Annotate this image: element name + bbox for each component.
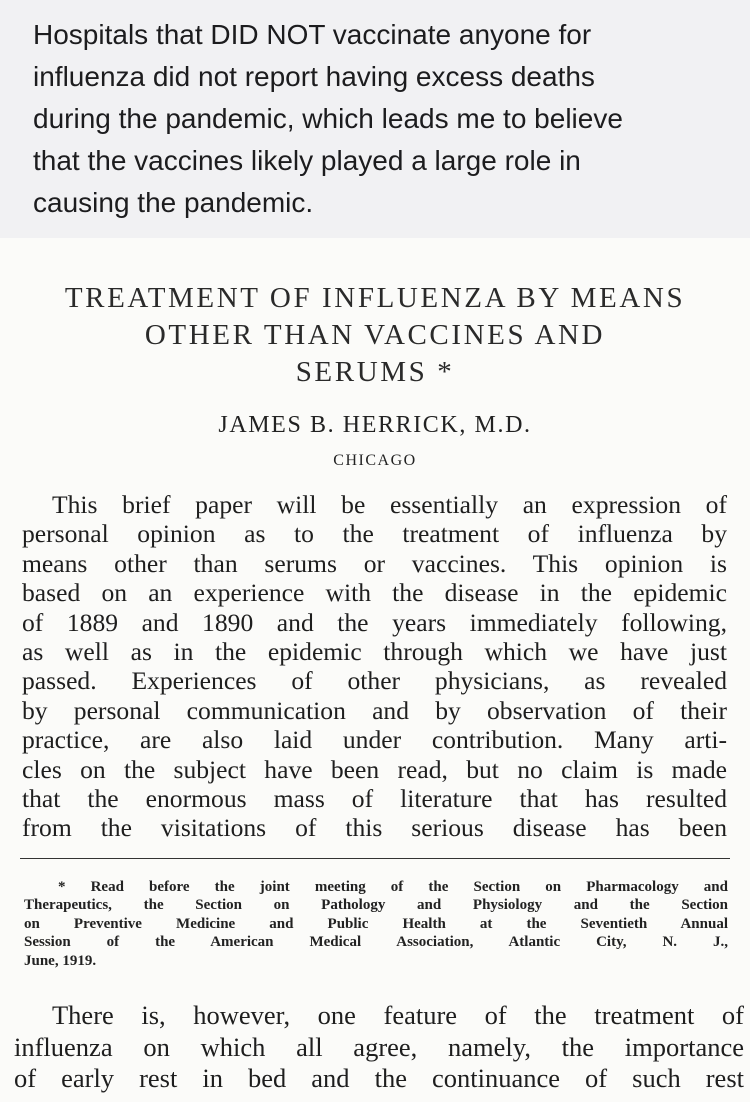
body-line: cles on the subject have been read, but no claim is made: [22, 754, 727, 784]
footnote: [24, 878, 728, 970]
article-body-continued: [14, 1000, 744, 1095]
scanned-article-image: [0, 238, 750, 1102]
footnote-divider: [20, 858, 730, 859]
body-line: that the enormous mass of literature that has resulted: [22, 783, 727, 813]
post-line: causing the pandemic.: [33, 187, 314, 218]
article-title: [0, 280, 750, 391]
body-line: influenza on which all agree, namely, the importance: [14, 1031, 744, 1062]
body-line: means other than serums or vaccines. This opinion is: [22, 548, 727, 578]
article-body: [22, 490, 727, 843]
title-line: SERUMS *: [295, 356, 455, 388]
post-line: that the vaccines likely played a large role in: [33, 145, 581, 176]
post-line: Hospitals that DID NOT vaccinate anyone for: [33, 19, 592, 50]
title-line: OTHER THAN VACCINES AND: [144, 319, 606, 351]
footnote-line: June, 1919.: [24, 952, 97, 969]
body-line: passed. Experiences of other physicians, as revealed: [22, 666, 727, 696]
body-line: from the visitations of this serious disease has been: [22, 813, 727, 843]
post-text: [33, 14, 733, 224]
footnote-line: on Preventive Medicine and Public Health at the Seventieth Annual: [24, 915, 728, 932]
body-line: This brief paper will be essentially an expression of: [52, 490, 727, 519]
article-author: JAMES B. HERRICK, M.D.: [218, 412, 532, 438]
body-line: by personal communication and by observation of their: [22, 695, 727, 725]
post-line: influenza did not report having excess deaths: [33, 61, 595, 92]
footnote-line: * Read before the joint meeting of the Section on Pharmacology and: [58, 879, 728, 895]
body-line: based on an experience with the disease in the epidemic: [22, 578, 727, 608]
footnote-line: Session of the American Medical Association, Atlantic City, N. J.,: [24, 934, 728, 951]
body-line: of 1889 and 1890 and the years immediately following,: [22, 607, 727, 637]
post-line: during the pandemic, which leads me to believe: [33, 103, 623, 134]
body-line: as well as in the epidemic through which we have just: [22, 636, 727, 666]
body-line: of early rest in bed and the continuance of such rest: [14, 1063, 744, 1093]
body-line: There is, however, one feature of the treatment of: [52, 1000, 744, 1030]
footnote-line: Therapeutics, the Section on Pathology and Physiology and the Section: [24, 897, 728, 914]
post-caption: [0, 0, 750, 238]
body-line: personal opinion as to the treatment of influenza by: [22, 519, 727, 549]
body-line: practice, are also laid under contribution. Many arti-: [22, 725, 727, 755]
title-line: TREATMENT OF INFLUENZA BY MEANS: [64, 282, 686, 314]
article-city: CHICAGO: [333, 452, 417, 469]
